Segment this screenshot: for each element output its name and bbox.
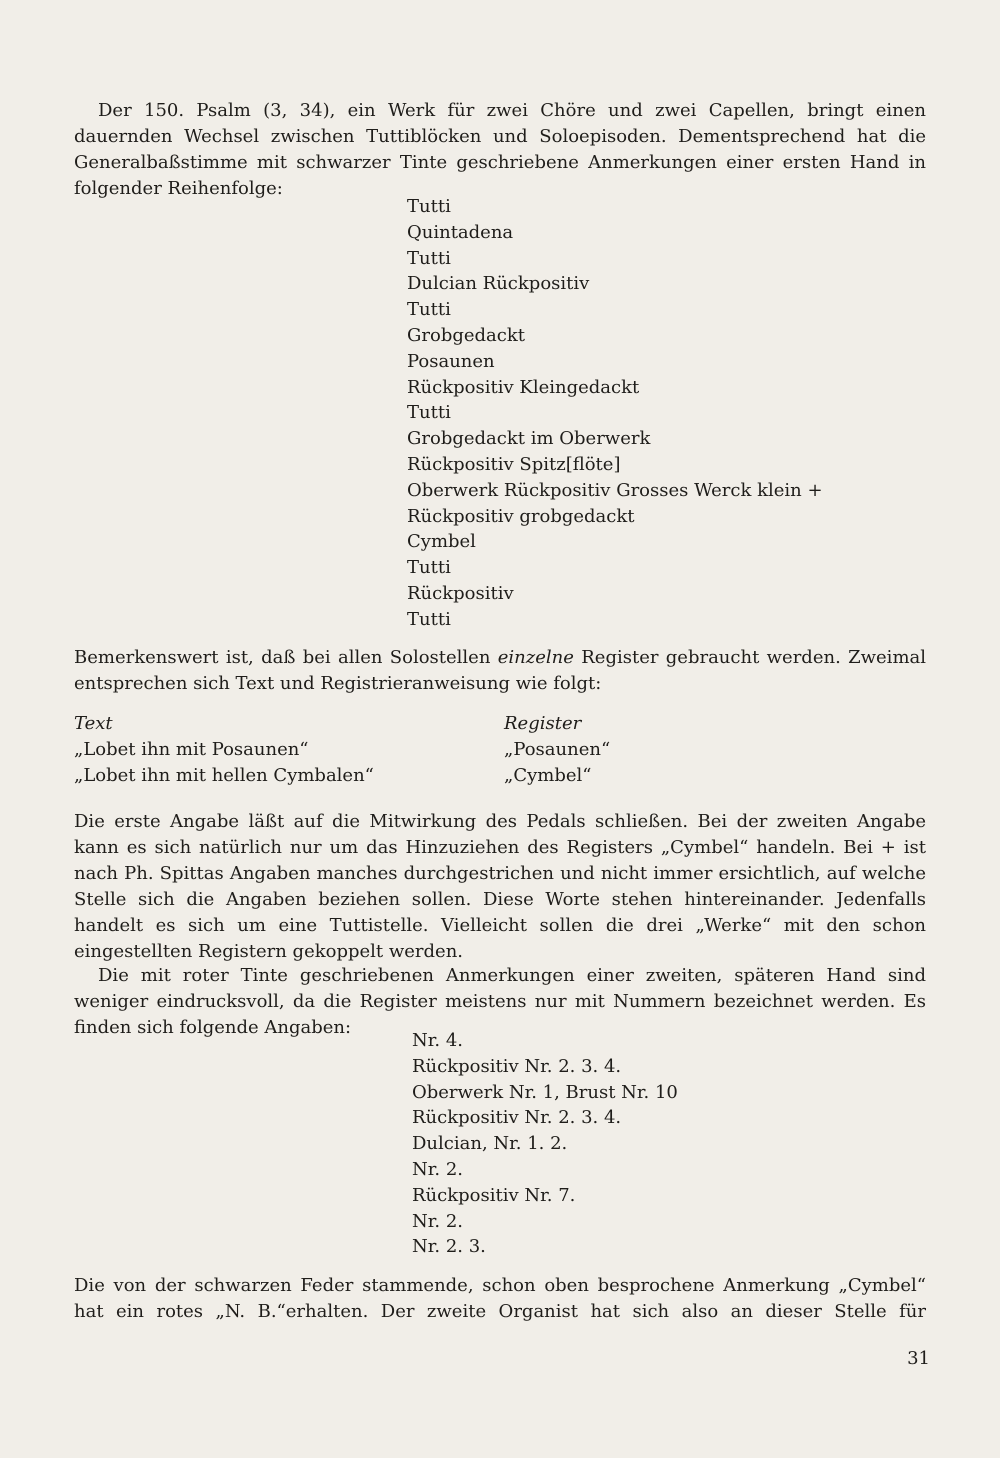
table-header-row	[74, 711, 926, 737]
black-ink-register-list	[407, 194, 823, 633]
list-item: Rückpositiv Nr. 2. 3. 4.	[412, 1055, 622, 1077]
list-item: Rückpositiv Spitz[flöte]	[407, 453, 621, 475]
list-item: Tutti	[407, 196, 451, 217]
red-ink-register-list	[412, 1028, 678, 1260]
list-item: Quintadena	[407, 221, 514, 243]
list-item: Nr. 4.	[412, 1030, 463, 1051]
list-item: Grobgedackt im Oberwerk	[407, 428, 651, 450]
remark-emphasis: einzelne	[497, 647, 574, 668]
intro-paragraph-block	[74, 98, 926, 202]
list-item: Nr. 2. 3.	[412, 1236, 486, 1258]
remark-paragraph-block	[74, 645, 926, 697]
table-header-register: Register	[504, 713, 582, 734]
list-item: Rückpositiv grobgedackt	[407, 505, 635, 527]
table-row	[74, 737, 926, 763]
pedal-paragraph: Die erste Angabe läßt auf die Mitwirkung des Pedals schließen. Bei der zweiten Angabe kann es sich natürlich nur um das Hinzuziehen des Registers „Cymbel“ handeln. Bei + ist nach Ph. Spittas Angaben manches durchgestrichen und nicht immer ersichtlich, auf welche Stelle sich die Angaben beziehen sollen. Diese Worte stehen hintereinander. Jedenfalls handelt es sich um eine Tuttistelle. Vielleicht sollen die drei „Werke“ mit den schon eingestellten Registern gekoppelt werden.	[74, 811, 926, 962]
intro-paragraph: Der 150. Psalm (3, 34), ein Werk für zwei Chöre und zwei Capellen, bringt einen dauernden Wechsel zwischen Tuttiblöcken und Soloepisoden. Dementsprechend hat die Generalbaßstimme mit schwarzer Tinte geschriebene Anmerkungen einer ersten Hand in folgender Reihenfolge:	[74, 100, 926, 199]
list-item: Oberwerk Rückpositiv Grosses Werck klein +	[407, 479, 823, 501]
list-item: Tutti	[407, 557, 451, 579]
list-item: Rückpositiv	[407, 582, 514, 604]
table-cell-register: „Posaunen“	[504, 739, 611, 760]
list-item: Rückpositiv Kleingedackt	[407, 376, 640, 398]
table-header-text: Text	[74, 713, 113, 734]
table-row	[74, 763, 926, 789]
list-item: Dulcian Rückpositiv	[407, 273, 590, 295]
last-paragraph: Die von der schwarzen Feder stammende, schon oben besprochene Anmerkung „Cymbel“ hat ein rotes „N. B.“erhalten. Der zweite Organist hat sich also an dieser Stelle für	[74, 1275, 926, 1322]
list-item: Tutti	[407, 608, 451, 630]
list-item: Tutti	[407, 299, 451, 321]
list-item: Nr. 2.	[412, 1158, 463, 1180]
list-item: Posaunen	[407, 350, 495, 372]
list-item: Cymbel	[407, 531, 476, 553]
remark-text-after: Register gebraucht werden. Zweimal entsprechen sich Text und Registrieranweisung wie folgt:	[74, 647, 926, 694]
table-cell-text: „Lobet ihn mit hellen Cymbalen“	[74, 765, 374, 786]
list-item: Tutti	[407, 402, 451, 424]
list-item: Dulcian, Nr. 1. 2.	[412, 1133, 568, 1155]
table-cell-register: „Cymbel“	[504, 765, 592, 786]
last-paragraph-block	[74, 1273, 926, 1325]
list-item: Rückpositiv Nr. 2. 3. 4.	[412, 1107, 622, 1129]
page-number: 31	[907, 1348, 930, 1369]
remark-text-before: Bemerkenswert ist, daß bei allen Solostellen	[74, 647, 498, 668]
list-item: Nr. 2.	[412, 1210, 463, 1232]
list-item: Rückpositiv Nr. 7.	[412, 1184, 576, 1206]
pedal-paragraph-block	[74, 809, 926, 965]
list-item: Oberwerk Nr. 1, Brust Nr. 10	[412, 1081, 678, 1103]
red-ink-paragraph: Die mit roter Tinte geschriebenen Anmerkungen einer zweiten, späteren Hand sind weniger eindrucksvoll, da die Register meistens nur mit Nummern bezeichnet werden. Es finden sich folgende Angaben:	[74, 965, 926, 1038]
remark-paragraph	[74, 645, 926, 697]
list-item: Tutti	[407, 247, 451, 269]
text-register-table	[74, 711, 926, 789]
list-item: Grobgedackt	[407, 324, 525, 346]
table-cell-text: „Lobet ihn mit Posaunen“	[74, 739, 309, 760]
